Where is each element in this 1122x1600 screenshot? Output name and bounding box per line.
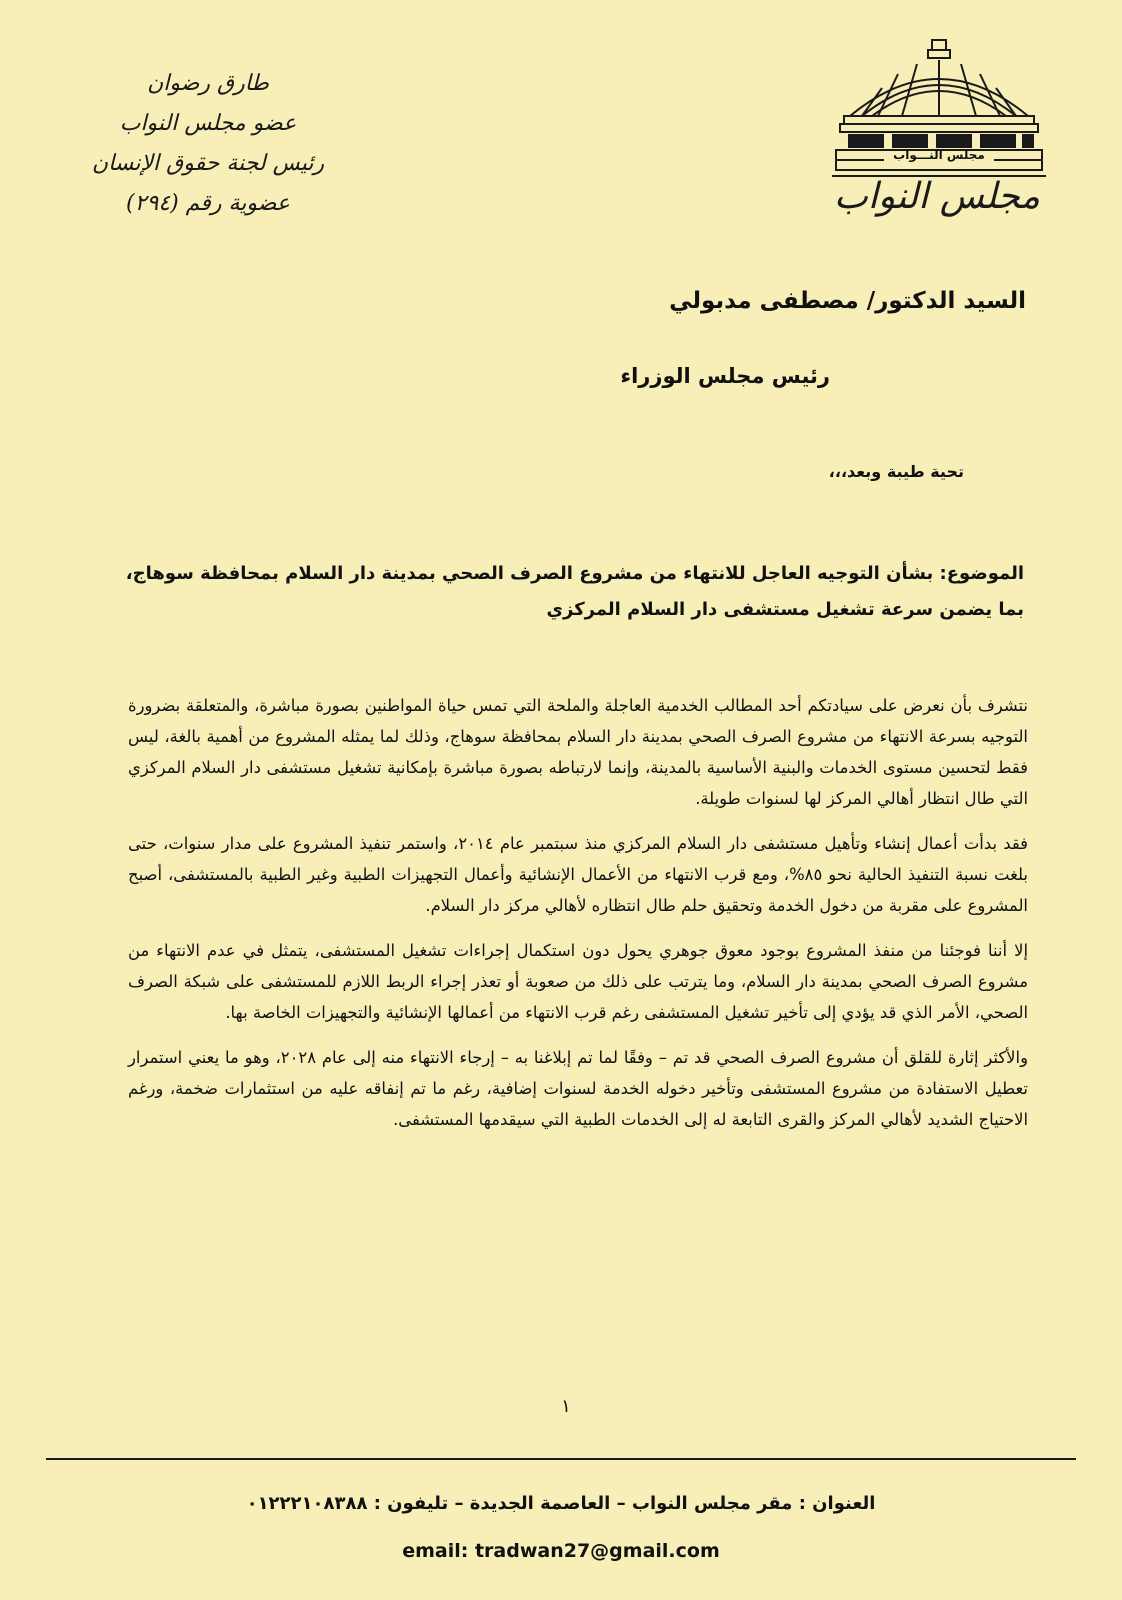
parliament-logo (822, 36, 1052, 246)
logo-emblem-label: مجلس النـــواب (893, 148, 985, 162)
mp-name: طارق رضوان (147, 71, 269, 96)
logo-script-text: مجلس النواب (833, 176, 1041, 217)
letter-body (128, 690, 1028, 1149)
mp-role: عضو مجلس النواب (119, 111, 297, 136)
mp-committee: رئيس لجنة حقوق الإنسان (91, 151, 325, 176)
body-paragraph: نتشرف بأن نعرض على سيادتكم أحد المطالب الخدمية العاجلة والملحة التي تمس حياة المواطنين بصورة مباشرة، والمتعلقة بضرورة التوجيه بسرعة الانتهاء من مشروع الصرف الصحي بمدينة دار السلام بمحافظة سوهاج، وذلك لما يمثله المشروع من أهمية بالغة، ليس فقط لتحسين مستوى الخدمات والبنية الأساسية بالمدينة، وإنما لارتباطه بصورة مباشرة بإمكانية تشغيل مستشفى دار السلام المركزي التي طال انتظار أهالي المركز لها لسنوات طويلة. (128, 696, 1028, 808)
body-paragraph: والأكثر إثارة للقلق أن مشروع الصرف الصحي قد تم – وفقًا لما تم إبلاغنا به – إرجاء الانتهاء منه إلى عام ٢٠٢٨، وهو ما يعني استمرار تعطيل الاستفادة من مشروع المستشفى وتأخير دخوله الخدمة لسنوات إضافية، رغم ما تم إنفاقه عليه من استثمارات ضخمة، ورغم الاحتياج الشديد لأهالي المركز والقرى التابعة له إلى الخدمات الطبية التي سيقدمها المستشفى. (128, 1048, 1028, 1129)
body-paragraph: إلا أننا فوجئنا من منفذ المشروع بوجود معوق جوهري يحول دون استكمال إجراءات تشغيل المستشفى، يتمثل في عدم الانتهاء من مشروع الصرف الصحي بمدينة دار السلام، وما يترتب على ذلك من صعوبة أو تعذر إجراء الربط اللازم للمستشفى على شبكة الصرف الصحي، الأمر الذي قد يؤدي إلى تأخير تشغيل المستشفى رغم قرب الانتهاء من أعمالها الإنشائية والتجهيزات الخاصة بها. (128, 941, 1028, 1022)
body-paragraph: فقد بدأت أعمال إنشاء وتأهيل مستشفى دار السلام المركزي منذ سبتمبر عام ٢٠١٤، واستمر تنفيذ المشروع على مدار سنوات، حتى بلغت نسبة التنفيذ الحالية نحو ٨٥%، ومع قرب الانتهاء من الأعمال الإنشائية وأعمال التجهيزات الطبية وغير الطبية بالمستشفى، أصبح المشروع على مقربة من دخول الخدمة وتحقيق حلم طال انتظاره لأهالي مركز دار السلام. (128, 834, 1029, 915)
footer-divider (46, 1458, 1076, 1460)
page-number: ١ (561, 1396, 571, 1417)
parliament-dome-icon (822, 36, 1052, 186)
greeting: تحية طيبة وبعد،،، (828, 462, 964, 481)
subject-line: الموضوع: بشأن التوجيه العاجل للانتهاء من مشروع الصرف الصحي بمدينة دار السلام بمحافظة سوهاج، (125, 563, 1024, 584)
recipient-title: رئيس مجلس الوزراء (620, 364, 830, 388)
footer-email: email: tradwan27@gmail.com (402, 1540, 720, 1562)
mp-membership: عضوية رقم (٢٩٤) (126, 191, 290, 216)
recipient-name: السيد الدكتور/ مصطفى مدبولي (669, 288, 1026, 314)
subject-line: بما يضمن سرعة تشغيل مستشفى دار السلام المركزي (546, 599, 1024, 620)
footer-address: العنوان : مقر مجلس النواب – العاصمة الجديدة – تليفون : ٠١٢٢٢١٠٨٣٨٨ (246, 1493, 876, 1514)
mp-signature-block (48, 64, 368, 224)
subject (104, 556, 1024, 628)
